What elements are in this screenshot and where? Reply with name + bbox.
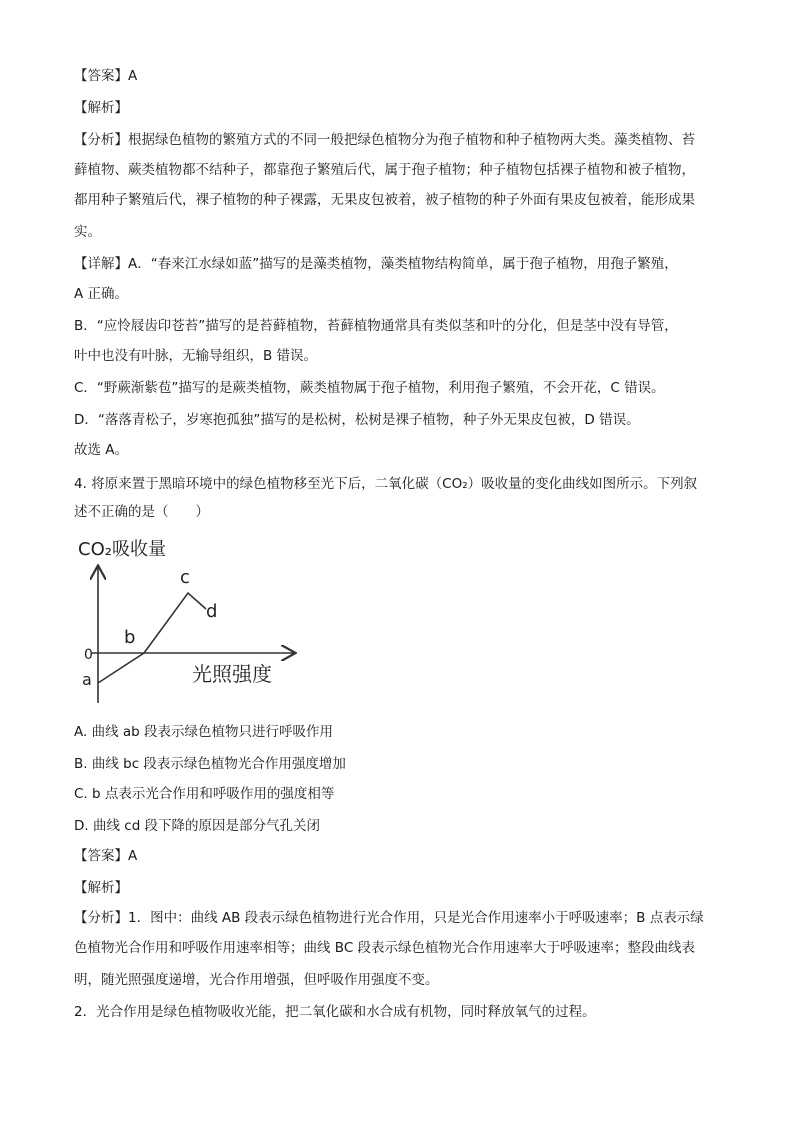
q3-detail-line: 叶中也没有叶脉，无输导组织，B 错误。: [74, 348, 318, 364]
point-b-label: b: [124, 627, 136, 648]
option-d: D. 曲线 cd 段下降的原因是部分气孔关闭: [74, 818, 321, 834]
q4-analysis-header: 【解析】: [74, 880, 128, 896]
q3-detail-line: D．“落落青松子，岁寒抱孤独”描写的是松树，松树是裸子植物，种子外无果皮包被，D 错误。: [74, 412, 640, 428]
point-c-label: c: [180, 567, 190, 588]
q4-answer: 【答案】A: [74, 848, 138, 864]
q3-answer: 【答案】A: [74, 68, 138, 84]
q3-detail-line: A 正确。: [74, 286, 129, 302]
q3-detail-line: 故选 A。: [74, 442, 129, 458]
q3-analysis-line: 【分析】根据绿色植物的繁殖方式的不同一般把绿色植物分为孢子植物和种子植物两大类。藻类植物、苔: [74, 132, 695, 148]
point-d-label: d: [206, 601, 218, 622]
y-axis-label: CO₂吸收量: [78, 539, 166, 560]
q4-figure: [74, 533, 304, 713]
q4-analysis-line: 2．光合作用是绿色植物吸收光能，把二氧化碳和水合成有机物，同时释放氧气的过程。: [74, 1004, 596, 1020]
option-a: A. 曲线 ab 段表示绿色植物只进行呼吸作用: [74, 724, 334, 740]
origin-label: 0: [84, 647, 93, 663]
point-a-label: a: [82, 670, 92, 689]
q3-analysis-line: 都用种子繁殖后代，裸子植物的种子裸露，无果皮包被着，被子植物的种子外面有果皮包被着，能形成果: [74, 192, 695, 208]
q3-detail-line: B．“应怜屐齿印苍苔”描写的是苔藓植物，苔藓植物通常具有类似茎和叶的分化，但是茎中没有导管，: [74, 318, 678, 334]
q3-analysis-line: 实。: [74, 224, 101, 240]
q3-detail-line: 【详解】A．“春来江水绿如蓝”描写的是藻类植物，藻类植物结构简单，属于孢子植物，用孢子繁殖，: [74, 256, 678, 272]
q4-analysis-line: 明，随光照强度递增，光合作用增强，但呼吸作用强度不变。: [74, 972, 439, 988]
q3-analysis-line: 藓植物、蕨类植物都不结种子，都靠孢子繁殖后代，属于孢子植物；种子植物包括裸子植物和被子植物，: [74, 162, 695, 178]
q3-analysis-header: 【解析】: [74, 100, 128, 116]
option-c: C. b 点表示光合作用和呼吸作用的强度相等: [74, 786, 335, 802]
q4-stem: 述不正确的是（ ）: [74, 504, 209, 520]
q4-analysis-line: 【分析】1．图中：曲线 AB 段表示绿色植物进行光合作用，只是光合作用速率小于呼吸速率；B 点表示绿: [74, 910, 704, 926]
q4-analysis-line: 色植物光合作用和呼吸作用速率相等；曲线 BC 段表示绿色植物光合作用速率大于呼吸速率；整段曲线表: [74, 940, 696, 956]
q4-stem: 4. 将原来置于黑暗环境中的绿色植物移至光下后，二氧化碳（CO₂）吸收量的变化曲线如图所示。下列叙: [74, 476, 698, 492]
option-b: B. 曲线 bc 段表示绿色植物光合作用强度增加: [74, 756, 346, 772]
x-axis-label: 光照强度: [192, 662, 272, 686]
curve-abcd: [98, 593, 206, 683]
q3-detail-line: C．“野蕨渐紫苞”描写的是蕨类植物，蕨类植物属于孢子植物，利用孢子繁殖，不会开花，C 错误。: [74, 380, 665, 396]
